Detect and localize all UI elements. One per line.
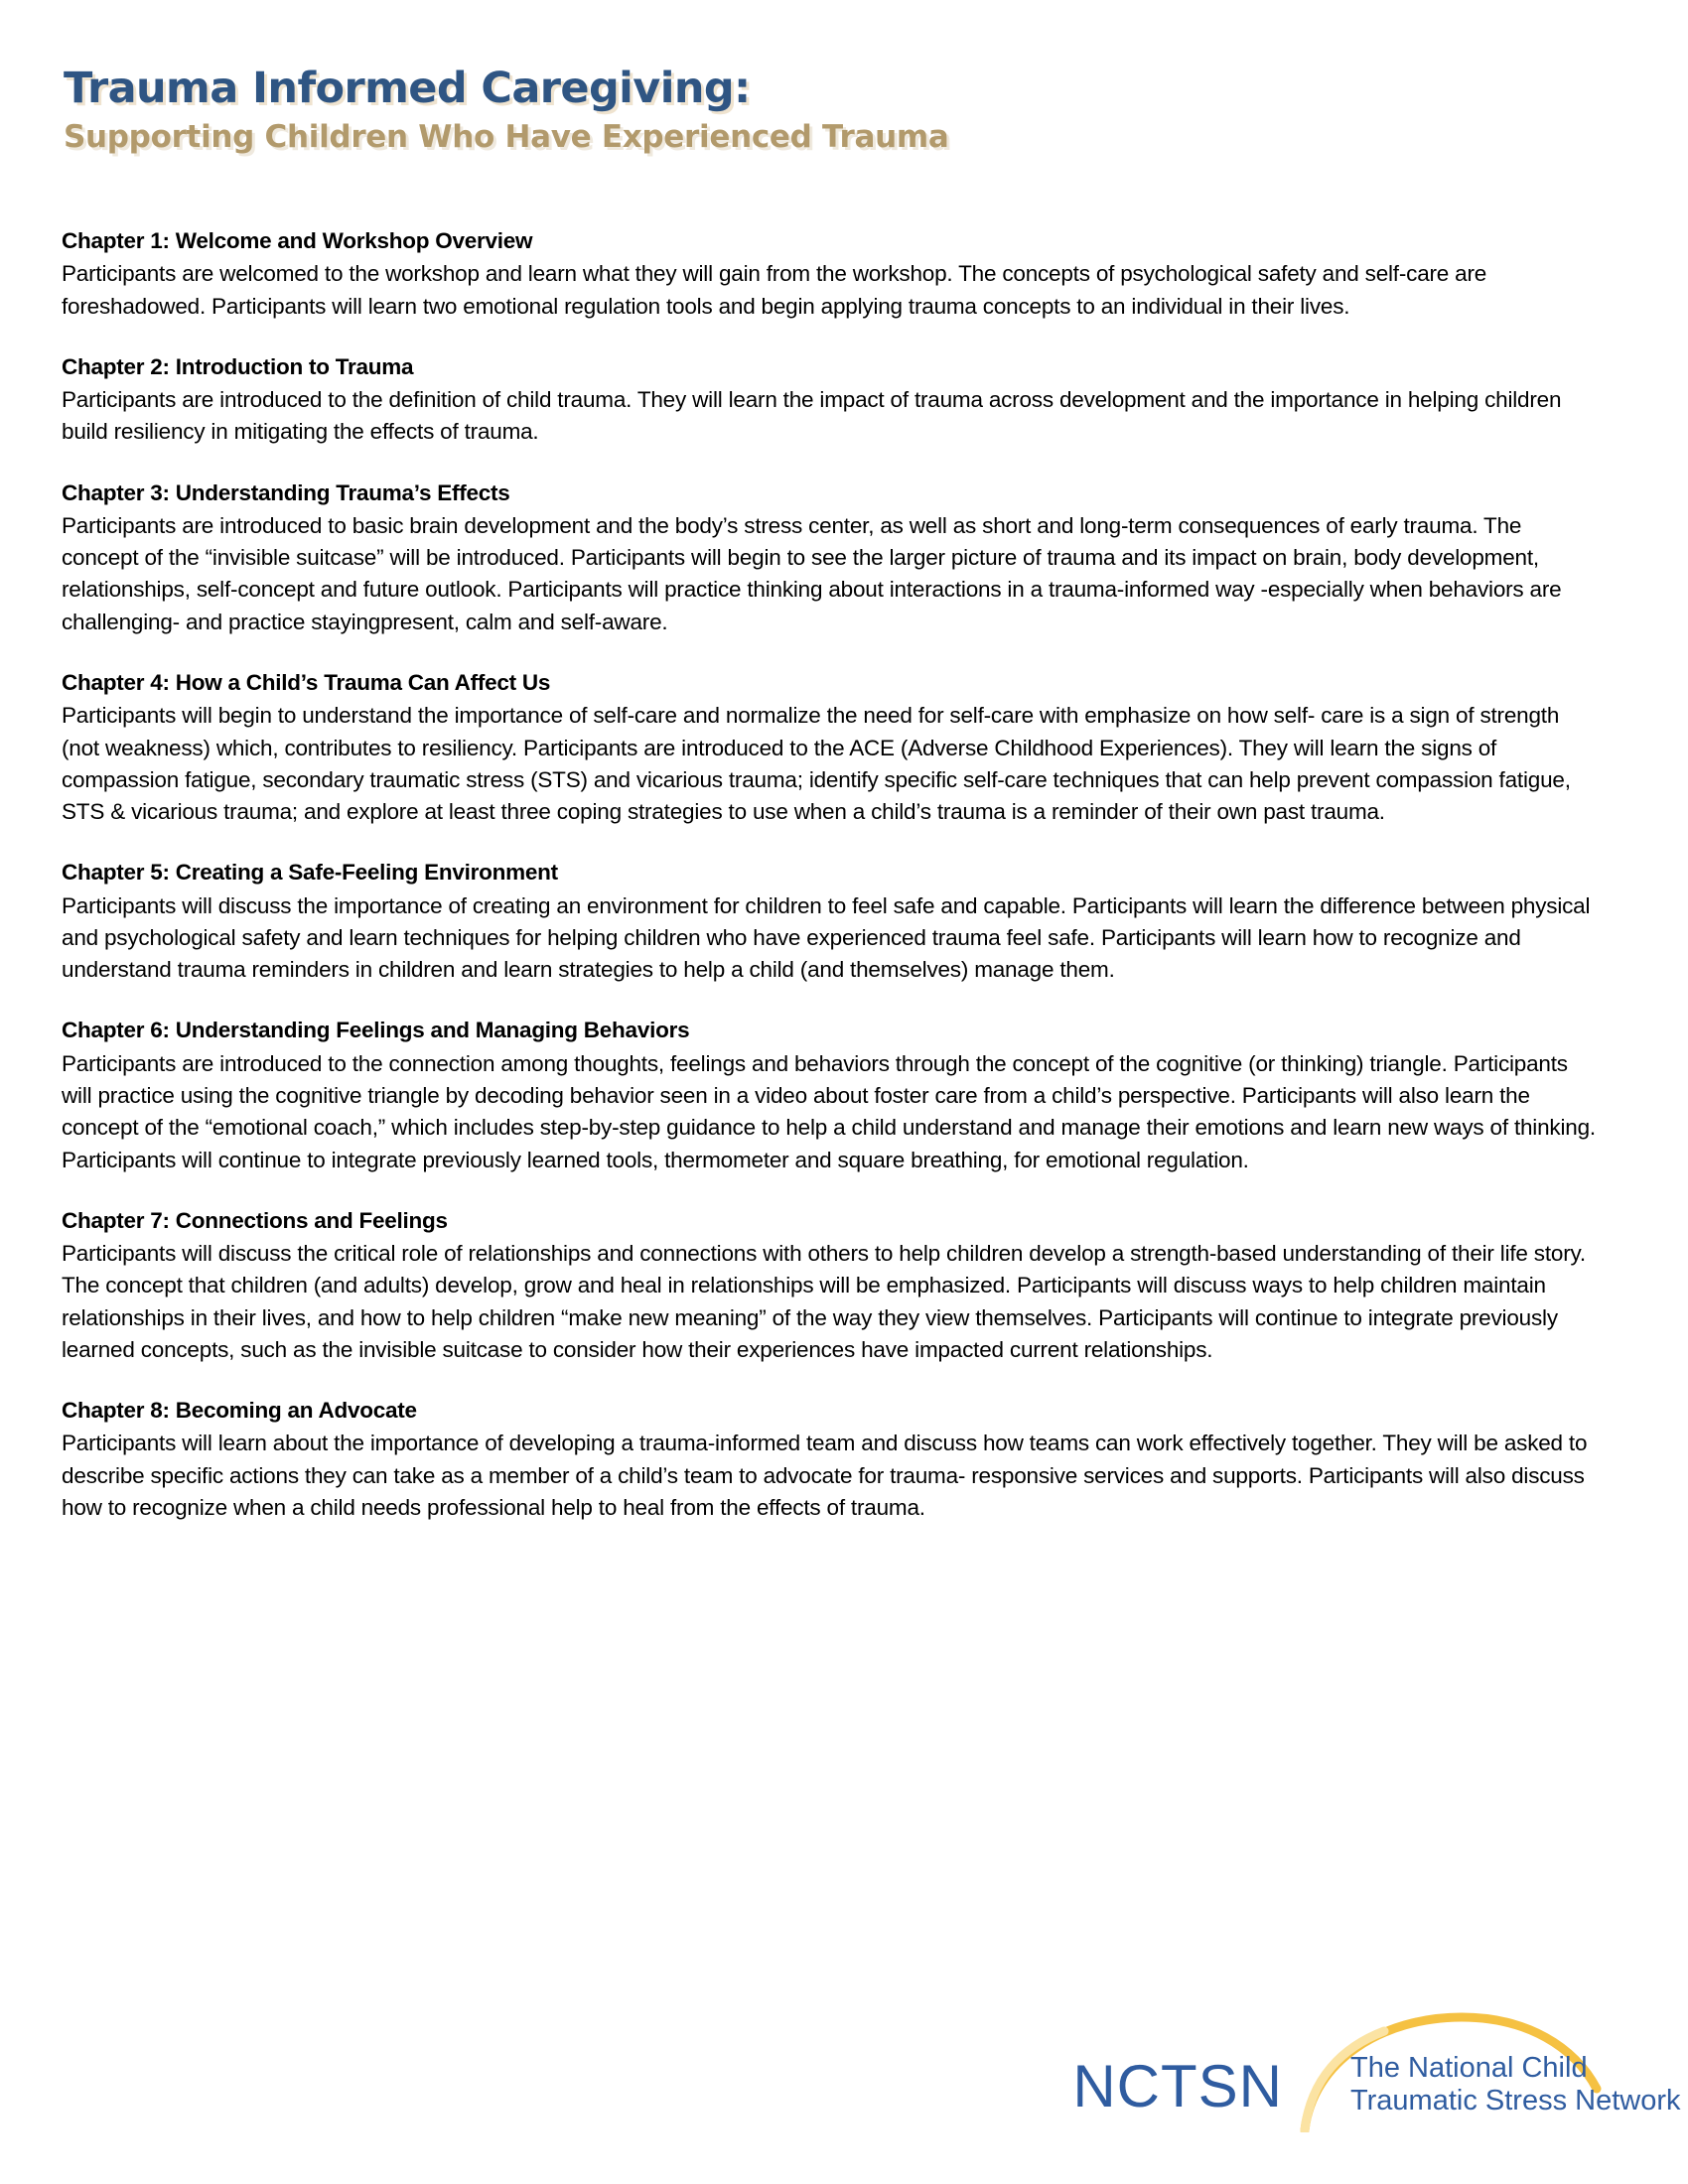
- nctsn-wordmark: [1350, 2052, 1681, 2118]
- chapter-heading: Chapter 1: Welcome and Workshop Overview: [62, 228, 533, 253]
- page-subtitle: Supporting Children Who Have Experienced Trauma: [64, 119, 949, 155]
- chapter-heading: Chapter 6: Understanding Feelings and Managing Behaviors: [62, 1018, 690, 1043]
- chapter-heading: Chapter 3: Understanding Trauma’s Effects: [62, 479, 510, 505]
- chapter-heading: Chapter 7: Connections and Feelings: [62, 1207, 448, 1233]
- chapter-heading: Chapter 8: Becoming an Advocate: [62, 1398, 417, 1424]
- chapter-section: [62, 352, 1599, 449]
- page-title: Trauma Informed Caregiving:: [64, 64, 751, 113]
- nctsn-wordmark-line2: Traumatic Stress Network: [1350, 2085, 1681, 2117]
- chapter-body: Participants are introduced to the connection among thoughts, feelings and behaviors through the concept of the cognitive (or thinking) triangle. Participants will practice using the cognitive triangle by decoding behavior seen in a video about foster care from a child’s perspective. Participants will also learn the concept of the “emotional coach,” which includes step-by-step guidance to help a child understand and manage their emotions and learn new ways of thinking. Participants will continue to integrate previously learned tools, thermometer and square breathing, for emotional regulation.: [62, 1050, 1596, 1172]
- chapter-body: Participants are introduced to the definition of child trauma. They will learn the impact of trauma across development and the importance in helping children build resiliency in mitigating the effects of trauma.: [62, 387, 1562, 445]
- chapter-section: [62, 478, 1599, 638]
- chapter-body: Participants will discuss the importance of creating an environment for children to feel safe and capable. Participants will learn the difference between physical and psychological safety and learn techniques for helping children who have experienced trauma feel safe. Participants will learn how to recognize and understand trauma reminders in children and learn strategies to help a child (and themselves) manage them.: [62, 892, 1591, 983]
- chapter-heading: Chapter 5: Creating a Safe-Feeling Environment: [62, 860, 558, 886]
- chapter-section: [62, 1396, 1599, 1524]
- chapter-section: [62, 1016, 1599, 1175]
- nctsn-acronym: NCTSN: [1072, 2053, 1283, 2119]
- chapter-heading: Chapter 4: How a Child’s Trauma Can Affect Us: [62, 670, 551, 695]
- chapter-body: Participants will begin to understand the importance of self-care and normalize the need for self-care with emphasize on how self- care is a sign of strength (not weakness) which, contributes to resiliency. Participants are introduced to the ACE (Adverse Childhood Experiences). They will learn the signs of compassion fatigue, secondary traumatic stress (STS) and vicarious trauma; identify specific self-care techniques that can help prevent compassion fatigue, STS & vicarious trauma; and explore at least three coping strategies to use when a child’s trauma is a reminder of their own past trauma.: [62, 703, 1571, 825]
- document-title-block: [64, 62, 1611, 153]
- chapter-section: [62, 668, 1599, 828]
- chapter-section: [62, 226, 1599, 323]
- chapter-list: [62, 226, 1599, 1524]
- chapter-body: Participants will discuss the critical role of relationships and connections with others to help children develop a strength-based understanding of their life story. The concept that children (and adults) develop, grow and heal in relationships will be emphasized. Participants will discuss ways to help children maintain relationships in their lives, and how to help children “make new meaning” of the way they view themselves. Participants will continue to integrate previously learned concepts, such as the invisible suitcase to consider how their experiences have impacted current relationships.: [62, 1241, 1586, 1362]
- nctsn-wordmark-line1: The National Child: [1350, 2051, 1588, 2084]
- chapter-heading: Chapter 2: Introduction to Trauma: [62, 353, 414, 379]
- chapter-body: Participants are welcomed to the workshop and learn what they will gain from the workshop. The concepts of psychological safety and self-care are foreshadowed. Participants will learn two emotional regulation tools and begin applying trauma concepts to an individual in their lives.: [62, 261, 1487, 319]
- chapter-body: Participants are introduced to basic brain development and the body’s stress center, as well as short and long-term consequences of early trauma. The concept of the “invisible suitcase” will be introduced. Participants will begin to see the larger picture of trauma and its impact on brain, body development, relationships, self-concept and future outlook. Participants will practice thinking about interactions in a trauma-informed way -especially when behaviors are challenging- and practice stayingpresent, calm and self-aware.: [62, 512, 1562, 634]
- chapter-section: [62, 858, 1599, 986]
- page-footer: [0, 2003, 1688, 2132]
- nctsn-logo: [1072, 2003, 1681, 2132]
- chapter-body: Participants will learn about the importance of developing a trauma-informed team and discuss how teams can work effectively together. They will be asked to describe specific actions they can take as a member of a child’s team to advocate for trauma- responsive services and supports. Participants will also discuss how to recognize when a child needs professional help to heal from the effects of trauma.: [62, 1431, 1588, 1521]
- chapter-section: [62, 1206, 1599, 1366]
- nctsn-logo-mark: [1287, 2007, 1681, 2132]
